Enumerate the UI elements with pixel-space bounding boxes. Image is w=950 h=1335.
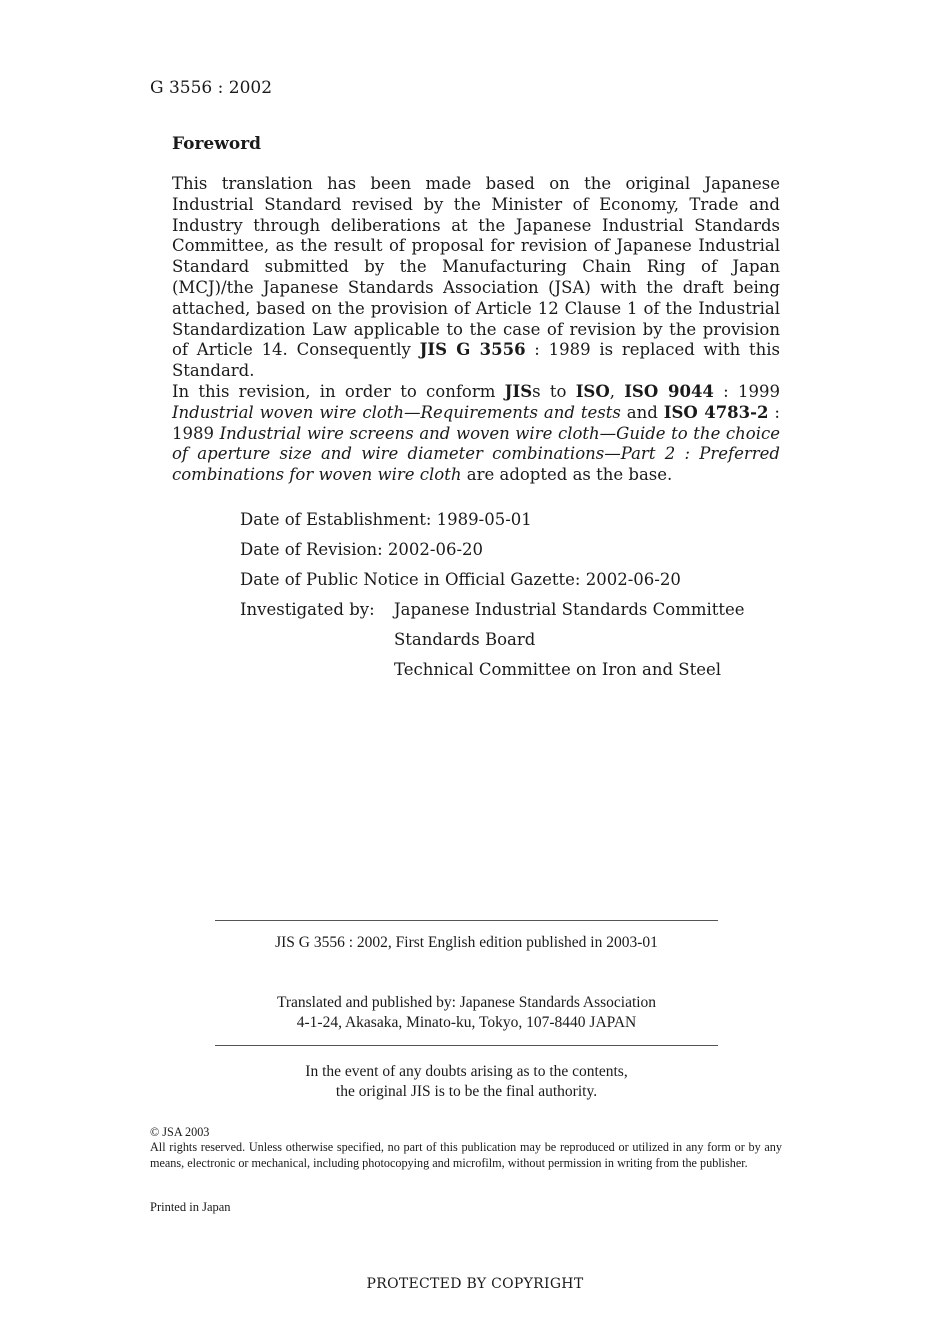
copyright-line: © JSA 2003 <box>150 1125 210 1139</box>
italic-run: Industrial wire screens and woven wire cloth—Guide to the choice of aperture size and wire diameter combinations—Part 2 : Preferred combinations for woven wire cloth <box>172 423 780 485</box>
rights-text: All rights reserved. Unless otherwise specified, no part of this publication may be reproduced or utilized in any form or by any means, electronic or mechanical, including photocopying and microfilm, without permission in writing from the publisher. <box>150 1140 782 1170</box>
italic-run: Industrial woven wire cloth—Requirements and tests <box>172 402 621 422</box>
copyright-block <box>150 1125 782 1171</box>
investigated-by-label: Investigated by: <box>240 600 375 619</box>
foreword-paragraph-1 <box>172 174 780 382</box>
dates-block <box>240 509 745 689</box>
bold-run: JIS G 3556 <box>419 340 526 360</box>
date-of-establishment: Date of Establishment: 1989-05-01 <box>240 510 532 529</box>
text-run: In this revision, in order to conform <box>172 381 505 401</box>
foreword-body <box>172 174 780 486</box>
text-run: : 1989 is replaced with this Standard. <box>172 340 780 381</box>
text-run: s to <box>532 381 576 401</box>
text-run: : 1999 <box>713 381 780 401</box>
bold-run: ISO 4783-2 <box>663 402 769 422</box>
divider-line <box>215 1045 718 1046</box>
text-run: are adopted as the base. <box>461 465 673 485</box>
text-run: : 1989 <box>172 402 780 443</box>
divider-line <box>215 920 718 921</box>
investigated-by-value: Standards Board <box>394 630 536 649</box>
bold-run: ISO 9044 <box>624 381 714 401</box>
bold-run: JIS <box>504 381 533 401</box>
bold-run: ISO <box>575 381 610 401</box>
standard-code: G 3556 : 2002 <box>150 78 273 98</box>
publisher-line: Translated and published by: Japanese Standards Association <box>276 994 657 1011</box>
investigated-by-value: Japanese Industrial Standards Committee <box>394 600 745 619</box>
authority-note <box>215 1062 718 1101</box>
protected-by-copyright-footer: PROTECTED BY COPYRIGHT <box>366 1276 584 1292</box>
investigated-by-value: Technical Committee on Iron and Steel <box>394 660 722 679</box>
edition-note: JIS G 3556 : 2002, First English edition published in 2003-01 <box>275 934 658 951</box>
text-run: and <box>620 402 664 422</box>
authority-note-line: the original JIS is to be the final authority. <box>335 1082 598 1100</box>
text-run: This translation has been made based on the original Japanese Industrial Standard revised by the Minister of Economy, Trade and Industry through deliberations at the Japanese Industrial Standards Committee, as the result of proposal for revision of Japanese Industrial Standard submitted by the Manufacturing Chain Ring of Japan (MCJ)/the Japanese Standards Association (JSA) with the draft being attached, based on the provision of Article 12 Clause 1 of the Industrial Standardization Law applicable to the case of revision by the provision of Article 14. Consequently <box>172 174 780 360</box>
printed-in: Printed in Japan <box>150 1200 231 1214</box>
foreword-paragraph-2 <box>172 382 780 486</box>
authority-note-line: In the event of any doubts arising as to the contents, <box>305 1063 628 1080</box>
publisher-address: 4-1-24, Akasaka, Minato-ku, Tokyo, 107-8440 JAPAN <box>296 1014 637 1031</box>
publisher-block <box>215 993 718 1033</box>
date-of-revision: Date of Revision: 2002-06-20 <box>240 540 484 559</box>
text-run: , <box>609 381 625 401</box>
foreword-heading: Foreword <box>172 134 262 154</box>
investigated-by-row <box>240 599 745 629</box>
date-of-public-notice: Date of Public Notice in Official Gazette: 2002-06-20 <box>240 570 681 589</box>
